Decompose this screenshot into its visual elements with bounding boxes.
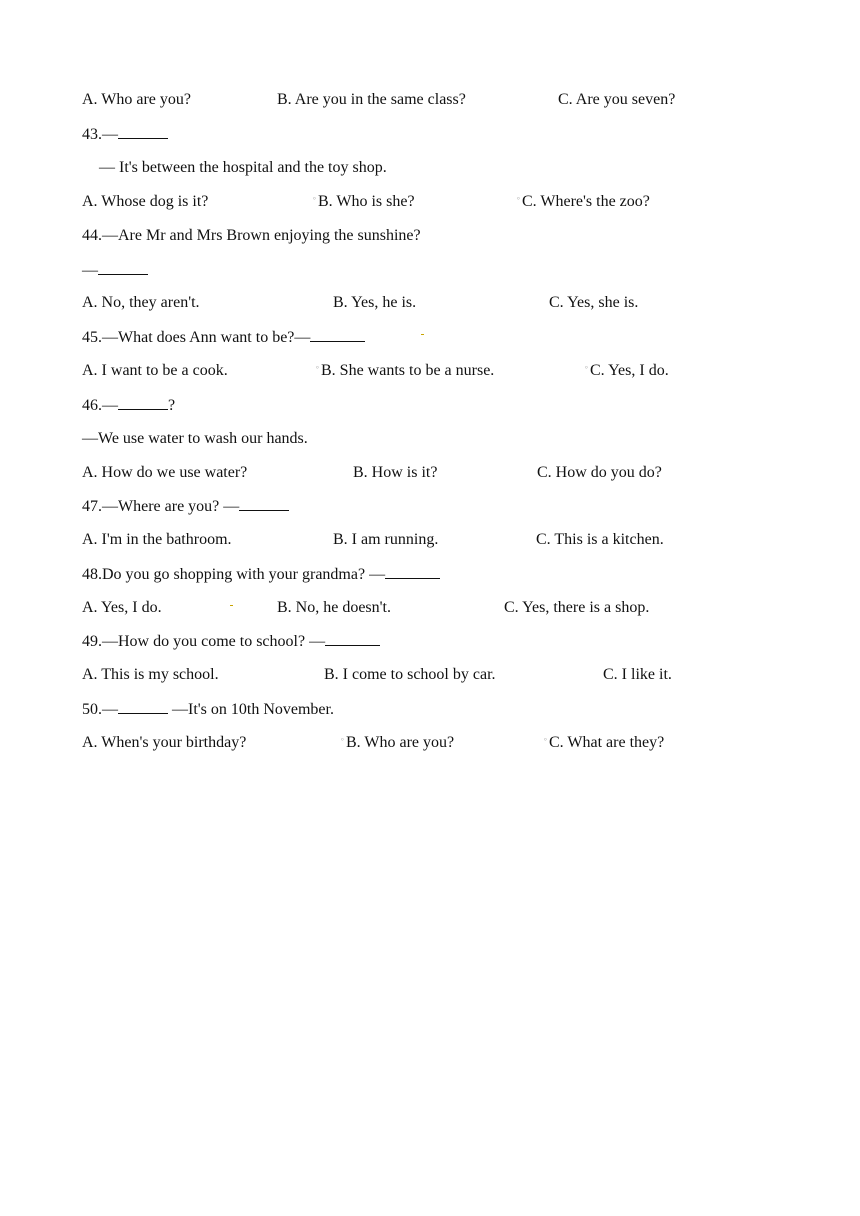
- q50-suffix: —It's on 10th November.: [168, 701, 334, 718]
- bullet-mark: °: [517, 196, 520, 204]
- q48-prompt: 48.Do you go shopping with your grandma? —: [82, 566, 386, 583]
- q45-option-b: B. She wants to be a nurse.: [321, 362, 495, 379]
- q47-option-c: C. This is a kitchen.: [536, 531, 664, 548]
- q43-option-a: A. Whose dog is it?: [82, 193, 209, 210]
- q50-prompt: 50.—: [82, 701, 118, 718]
- q44-option-c: C. Yes, she is.: [549, 294, 639, 311]
- q46-option-b: B. How is it?: [353, 464, 438, 481]
- q44-dash: —: [82, 262, 98, 279]
- q45-option-c: C. Yes, I do.: [590, 362, 669, 379]
- bullet-mark: °: [585, 365, 588, 373]
- q49-question: [82, 631, 380, 652]
- q44-option-a: A. No, they aren't.: [82, 294, 200, 311]
- q50-answer-blank: [118, 699, 168, 714]
- q43-option-c: C. Where's the zoo?: [522, 193, 650, 210]
- q49-option-c: C. I like it.: [603, 666, 672, 683]
- q45-prompt: 45.—What does Ann want to be?—: [82, 329, 311, 346]
- q50-question: [82, 699, 334, 720]
- q42-option-a: A. Who are you?: [82, 91, 191, 108]
- q44-answer-blank: [98, 260, 148, 275]
- q49-option-a: A. This is my school.: [82, 666, 219, 683]
- q43-question: [82, 124, 168, 145]
- q47-option-a: A. I'm in the bathroom.: [82, 531, 232, 548]
- q48-answer-blank: [385, 564, 440, 579]
- q49-option-b: B. I come to school by car.: [324, 666, 496, 683]
- q50-option-b: B. Who are you?: [346, 734, 455, 751]
- q44-option-b: B. Yes, he is.: [333, 294, 417, 311]
- scan-mark: [421, 334, 424, 335]
- q45-question: [82, 327, 365, 348]
- q46-suffix: ?: [168, 397, 176, 414]
- q47-option-b: B. I am running.: [333, 531, 439, 548]
- q48-question: [82, 564, 440, 585]
- scan-mark: [230, 605, 233, 606]
- q47-prompt: 47.—Where are you? —: [82, 498, 240, 515]
- q44-answer-line: [82, 260, 148, 281]
- q46-prompt: 46.—: [82, 397, 118, 414]
- q42-option-b: B. Are you in the same class?: [277, 91, 466, 108]
- q49-prompt: 49.—How do you come to school? —: [82, 633, 326, 650]
- q47-answer-blank: [239, 496, 289, 511]
- bullet-mark: °: [341, 737, 344, 745]
- q50-option-c: C. What are they?: [549, 734, 665, 751]
- q46-answer-blank: [118, 395, 168, 410]
- q46-question: [82, 395, 175, 416]
- q47-question: [82, 496, 289, 517]
- q48-option-c: C. Yes, there is a shop.: [504, 599, 650, 616]
- q48-option-b: B. No, he doesn't.: [277, 599, 391, 616]
- q43-answer-blank: [118, 124, 168, 139]
- q46-option-a: A. How do we use water?: [82, 464, 248, 481]
- q42-option-c: C. Are you seven?: [558, 91, 676, 108]
- q44-prompt: 44.—Are Mr and Mrs Brown enjoying the sunshine?: [82, 227, 421, 244]
- q50-option-a: A. When's your birthday?: [82, 734, 247, 751]
- q43-response: — It's between the hospital and the toy shop.: [99, 159, 387, 176]
- q43-option-b: B. Who is she?: [318, 193, 415, 210]
- q43-prompt: 43.—: [82, 126, 118, 143]
- q45-answer-blank: [310, 327, 365, 342]
- q45-option-a: A. I want to be a cook.: [82, 362, 228, 379]
- bullet-mark: °: [544, 737, 547, 745]
- q46-option-c: C. How do you do?: [537, 464, 662, 481]
- q48-option-a: A. Yes, I do.: [82, 599, 162, 616]
- q49-answer-blank: [325, 631, 380, 646]
- bullet-mark: °: [316, 365, 319, 373]
- bullet-mark: °: [313, 196, 316, 204]
- q46-response: —We use water to wash our hands.: [82, 430, 308, 447]
